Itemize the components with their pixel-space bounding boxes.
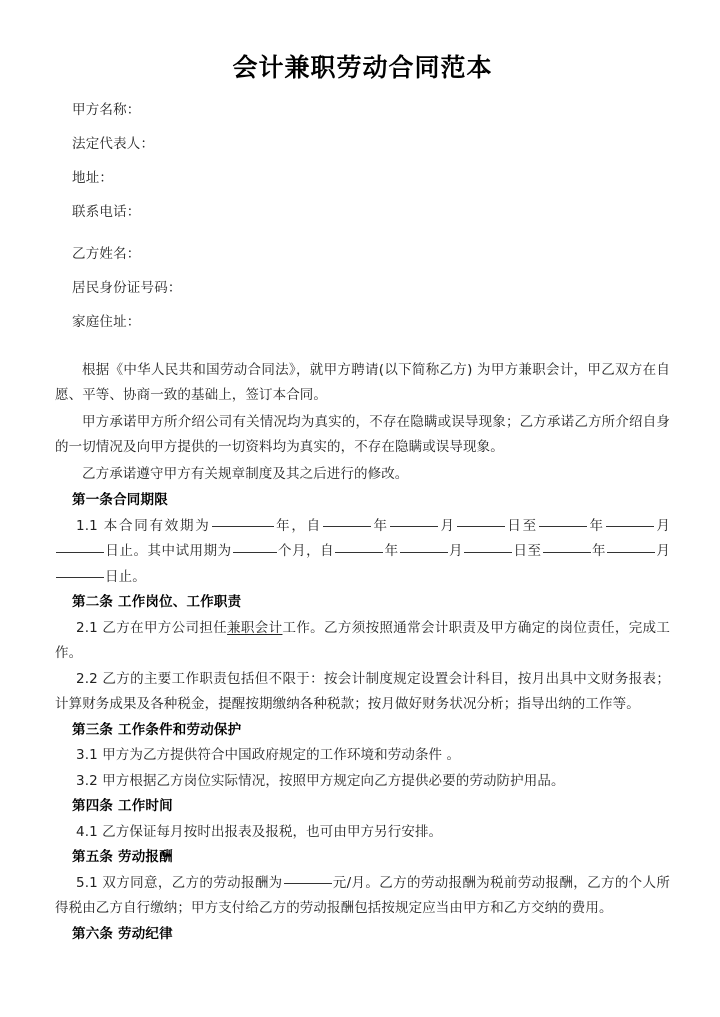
party-b-field-1: 居民身份证号码： — [72, 280, 182, 296]
clause-1-1-blank-1[interactable] — [212, 514, 274, 528]
preamble-paragraph-2: 乙方承诺遵守甲方有关规章制度及其之后进行的修改。 — [82, 465, 409, 482]
clause-1-1-blank-5[interactable] — [390, 514, 438, 528]
document-body — [55, 0, 670, 947]
clause-1-1-blank-19[interactable] — [400, 539, 448, 553]
party-a-field-2: 地址： — [72, 169, 114, 186]
party-a-field-3: 联系电话： — [72, 203, 141, 220]
clause-1-1-blank-13[interactable] — [56, 539, 104, 553]
party-b-field-2: 家庭住址： — [72, 314, 141, 330]
clause-1-1: 1.1 本合同有效期为 年，自 年 月 日至 年 月 日止。其中试用期为 个月，自 年 月 日至 年 月 日止。 — [55, 514, 670, 591]
clause-1-1-blank-27[interactable] — [56, 565, 104, 579]
party-b-field-block — [55, 248, 670, 330]
clause-4-1: 4.1 乙方保证每月按时出报表及报税，也可由甲方另行安排。 — [76, 823, 443, 840]
article-heading-1: 第一条合同期限 — [72, 492, 168, 508]
preamble-block — [55, 358, 670, 488]
party-a-field-1: 法定代表人： — [72, 135, 155, 152]
party-a-field-block — [55, 101, 670, 220]
clause-2-1: 2.1 乙方在甲方公司担任兼职会计工作。乙方须按照通常会计职责及甲方确定的岗位责任，完成工作。 — [55, 619, 670, 661]
clause-1-1-blank-11[interactable] — [606, 514, 654, 528]
preamble-paragraph-1: 甲方承诺甲方所介绍公司有关情况均为真实的，不存在隐瞒或误导现象；乙方承诺乙方所介绍自身的一切情况及向甲方提供的一切资料均为真实的，不存在隐瞒或误导现象。 — [55, 413, 670, 455]
clause-1-1-blank-9[interactable] — [539, 514, 587, 528]
clause-1-1-blank-21[interactable] — [464, 539, 512, 553]
clause-3-2: 3.2 甲方根据乙方岗位实际情况，按照甲方规定向乙方提供必要的劳动防护用品。 — [76, 772, 565, 789]
clause-5-1-blank-1[interactable] — [284, 871, 332, 885]
preamble-paragraph-0: 根据《中华人民共和国劳动合同法》，就甲方聘请(以下简称乙方) 为甲方兼职会计，甲乙双方在自愿、平等、协商一致的基础上，签订本合同。 — [55, 361, 670, 403]
article-heading-3: 第三条 工作条件和劳动保护 — [72, 721, 242, 738]
clause-1-1-blank-23[interactable] — [543, 539, 591, 553]
clause-1-1-blank-15[interactable] — [233, 539, 277, 553]
clause-3-1: 3.1 甲方为乙方提供符合中国政府规定的工作环境和劳动条件 。 — [76, 747, 461, 763]
article-heading-2: 第二条 工作岗位、工作职责 — [72, 594, 242, 610]
clause-1-1-blank-25[interactable] — [607, 539, 655, 553]
party-a-field-0: 甲方名称： — [72, 101, 141, 118]
clause-2-2: 2.2 乙方的主要工作职责包括但不限于：按会计制度规定设置会计科目，按月出具中文财务报表；计算财务成果及各种税金，提醒按期缴纳各种税款；按月做好财务状况分析；指导出纳的工作等。 — [55, 670, 670, 712]
article-heading-5: 第五条 劳动报酬 — [72, 849, 173, 865]
articles-block — [55, 488, 670, 947]
clause-1-1-blank-17[interactable] — [335, 539, 383, 553]
document-title: 会计兼职劳动合同范本 — [232, 53, 493, 82]
clause-1-1-blank-7[interactable] — [457, 514, 505, 528]
article-heading-6: 第六条 劳动纪律 — [72, 925, 173, 942]
clause-2-1-emphasis-1: 兼职会计 — [227, 619, 283, 636]
clause-5-1: 5.1 双方同意，乙方的劳动报酬为 元/月。乙方的劳动报酬为税前劳动报酬，乙方的个人所得税由乙方自行缴纳；甲方支付给乙方的劳动报酬包括按规定应当由甲方和乙方交纳的费用。 — [55, 871, 670, 922]
party-b-field-0: 乙方姓名： — [72, 246, 141, 262]
clause-1-1-blank-3[interactable] — [323, 514, 371, 528]
article-heading-4: 第四条 工作时间 — [72, 798, 173, 814]
